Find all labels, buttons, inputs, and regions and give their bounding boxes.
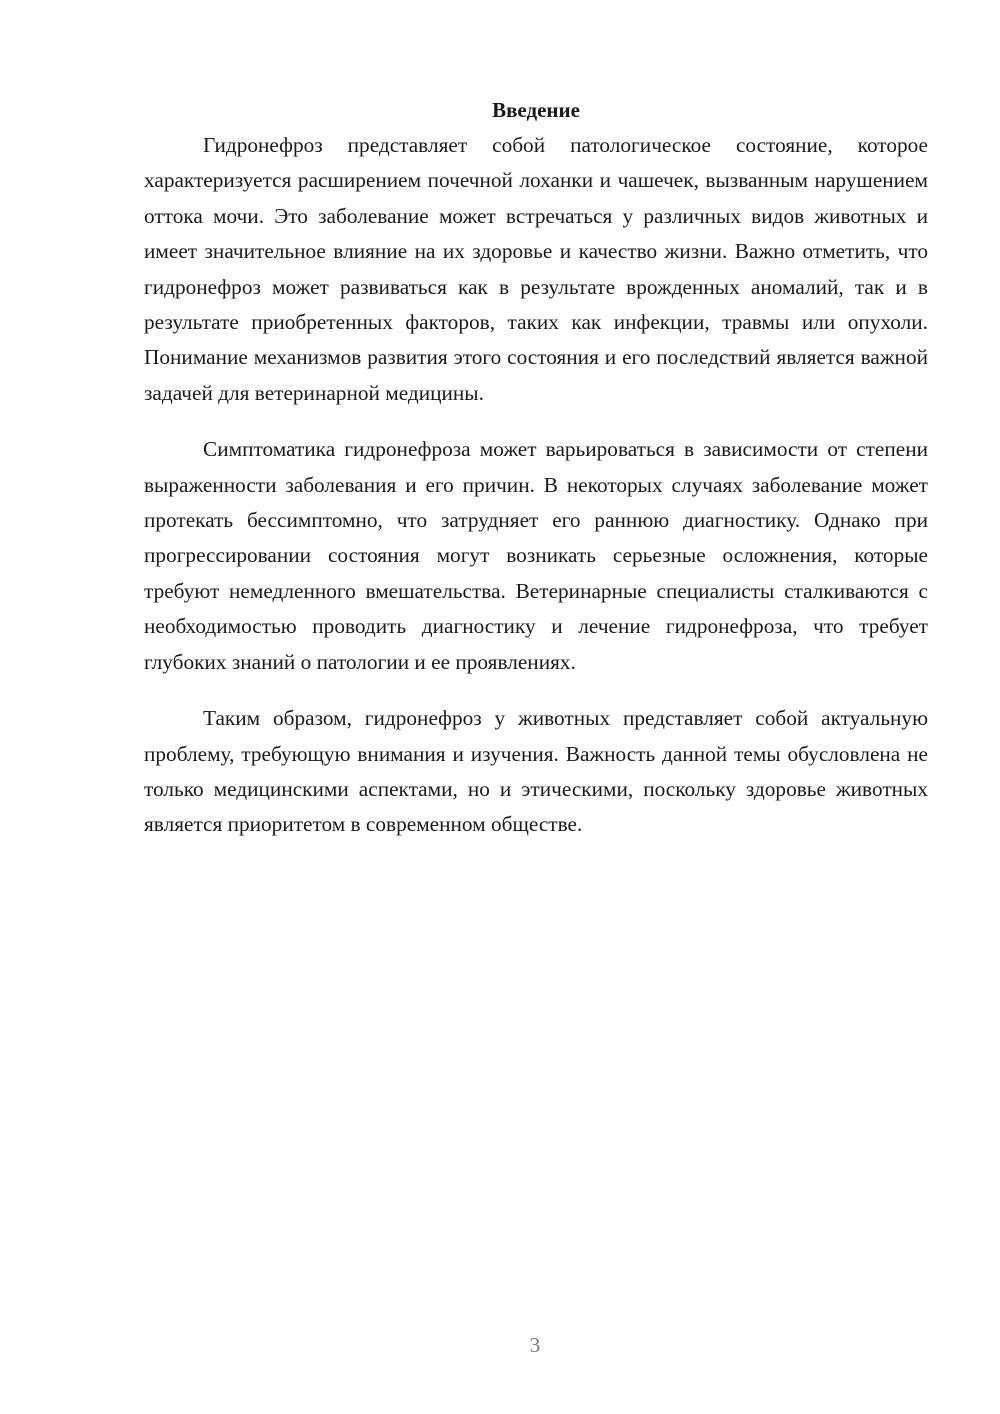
paragraph-2: Симптоматика гидронефроза может варьироваться в зависимости от степени выраженности заболевания и его причин. В некоторых случаях заболевание может протекать бессимптомно, что затрудняет его раннюю диагностику. Однако при прогрессировании состояния могут возникать серьезные осложнения, которые требуют немедленного вмешательства. Ветеринарные специалисты сталкиваются с необходимостью проводить диагностику и лечение гидронефроза, что требует глубоких знаний о патологии и ее проявлениях.: [144, 437, 928, 674]
document-body: [144, 92, 928, 864]
section-heading: Введение: [492, 98, 580, 122]
paragraph-3: Таким образом, гидронефроз у животных представляет собой актуальную проблему, требующую внимания и изучения. Важность данной темы обусловлена не только медицинскими аспектами, но и этическими, поскольку здоровье животных является приоритетом в современном обществе.: [144, 706, 928, 837]
page-number: 3: [529, 1333, 541, 1357]
paragraph-1: Гидронефроз представляет собой патологическое состояние, которое характеризуется расширением почечной лоханки и чашечек, вызванным нарушением оттока мочи. Это заболевание может встречаться у различных видов животных и имеет значительное влияние на их здоровье и качество жизни. Важно отметить, что гидронефроз может развиваться как в результате врожденных аномалий, так и в результате приобретенных факторов, таких как инфекции, травмы или опухоли. Понимание механизмов развития этого состояния и его последствий является важной задачей для ветеринарной медицины.: [144, 133, 928, 405]
